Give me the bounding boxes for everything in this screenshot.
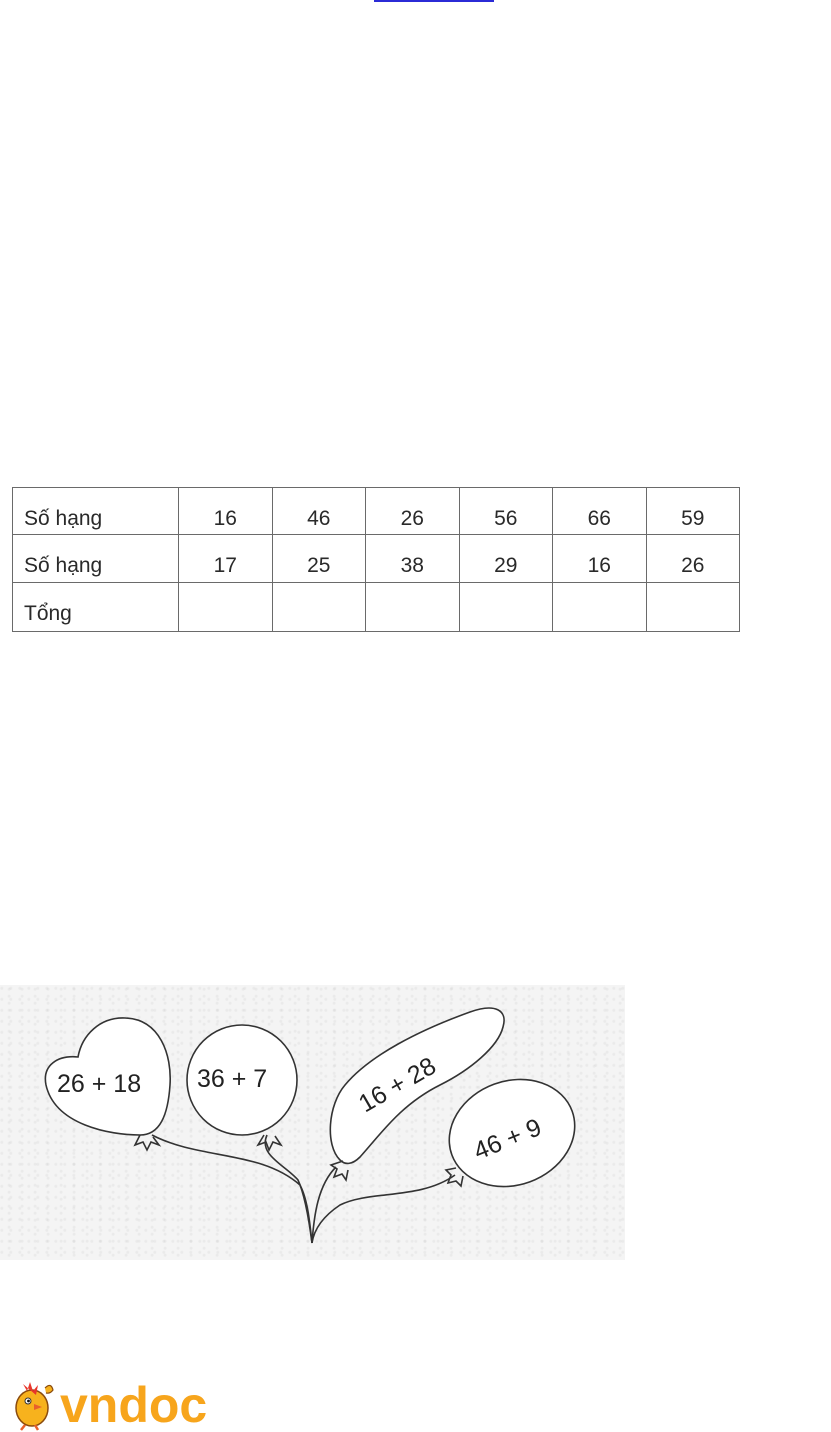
- table-cell: 66: [553, 488, 647, 535]
- table-cell: 46: [272, 488, 366, 535]
- answer-cell[interactable]: [646, 583, 740, 632]
- answer-cell[interactable]: [179, 583, 273, 632]
- addition-table: [12, 487, 740, 632]
- answer-cell[interactable]: [366, 583, 460, 632]
- table-row: [13, 583, 740, 632]
- chick-mascot-icon: [16, 1382, 53, 1430]
- table-row: [13, 535, 740, 583]
- vndoc-logo[interactable]: [5, 1370, 220, 1432]
- table-cell: 38: [366, 535, 460, 583]
- table-cell: 25: [272, 535, 366, 583]
- row-label: Số hạng: [13, 488, 179, 535]
- balloon-3-label: 16 + 28: [354, 1051, 441, 1119]
- table-cell: 17: [179, 535, 273, 583]
- answer-cell[interactable]: [459, 583, 553, 632]
- table-cell: 16: [553, 535, 647, 583]
- balloon-knot: [446, 1168, 463, 1186]
- table-cell: 16: [179, 488, 273, 535]
- balloon-knot: [258, 1135, 281, 1150]
- table-row: [13, 488, 740, 535]
- table-cell: 26: [366, 488, 460, 535]
- balloon-1-label: 26 + 18: [57, 1070, 142, 1098]
- balloon-2-label: 36 + 7: [197, 1065, 268, 1093]
- header-link-underline[interactable]: [374, 0, 494, 2]
- table-cell: 59: [646, 488, 740, 535]
- answer-cell[interactable]: [272, 583, 366, 632]
- table-cell: 29: [459, 535, 553, 583]
- answer-cell[interactable]: [553, 583, 647, 632]
- balloon-string: [152, 1135, 312, 1243]
- row-label: Tổng: [13, 583, 179, 632]
- balloon-string: [312, 1175, 455, 1243]
- table-cell: 56: [459, 488, 553, 535]
- logo-wordmark: vndoc: [60, 1377, 208, 1432]
- table-cell: 26: [646, 535, 740, 583]
- row-label: Số hạng: [13, 535, 179, 583]
- balloons-illustration: [0, 985, 625, 1260]
- balloon-string: [265, 1135, 312, 1243]
- balloon-4-label: 46 + 9: [469, 1113, 546, 1166]
